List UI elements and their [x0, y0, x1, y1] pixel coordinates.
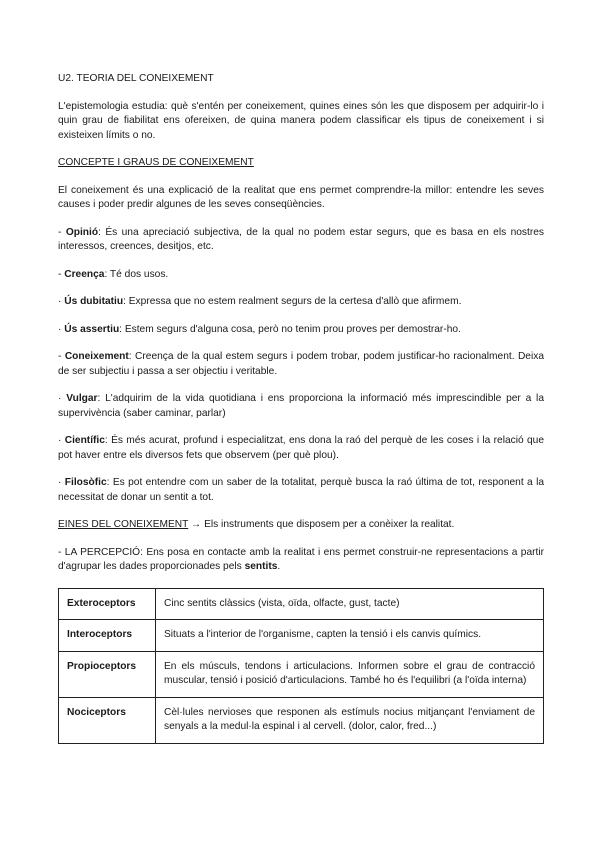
table-row: [59, 697, 544, 743]
term-label: Filosòfic: [64, 477, 107, 488]
term-label: Ús dubitatiu: [64, 296, 124, 307]
table-cell-desc: En els músculs, tendons i articulacions. Informen sobre el grau de contracció muscular, tensió i posició d'articulacions. També ho és l'equilibri (a l'oïda interna): [156, 651, 544, 697]
table-cell-desc: Cinc sentits clàssics (vista, oïda, olfacte, gust, tacte): [156, 588, 544, 620]
table-cell-desc: Cèl·lules nervioses que responen als estímuls nocius mitjançant l'enviament de senyals a la medul·la espinal i al cervell. (dolor, calor, fred...): [156, 697, 544, 743]
term-item: - Coneixement: Creença de la qual estem segurs i podem trobar, podem justificar-ho racionalment. Deixa de ser subjectiu i passa a ser objectiu i veritable.: [58, 351, 544, 377]
table-cell-desc: Situats a l'interior de l'organisme, capten la tensió i els canvis químics.: [156, 620, 544, 652]
term-label: Científic: [64, 435, 105, 446]
term-item: - Creença: Té dos usos.: [58, 268, 169, 280]
table-row: [59, 620, 544, 652]
section-heading-eines: EINES DEL CONEIXEMENT → Els instruments que disposem per a conèixer la realitat.: [58, 519, 455, 530]
table-row: [59, 651, 544, 697]
table-cell-term: Exteroceptors: [59, 588, 156, 620]
section-heading-concepte: CONCEPTE I GRAUS DE CONEIXEMENT: [58, 157, 254, 168]
term-item: · Ús assertiu: Estem segurs d'alguna cosa, però no tenim prou proves per demostrar-ho.: [58, 323, 461, 335]
table-row: [59, 588, 544, 620]
term-item: · Científic: És més acurat, profund i especialitzat, ens dona la raó del perquè de les coses i la relació que pot haver entre els diversos fets que observem (per què plou).: [58, 435, 544, 461]
term-label: Vulgar: [66, 393, 98, 404]
term-label: Creença: [64, 268, 105, 280]
term-label: Coneixement: [64, 351, 129, 362]
table-cell-term: Interoceptors: [59, 620, 156, 652]
receptors-table: [58, 588, 544, 744]
term-item: · Filosòfic: Es pot entendre com un saber de la totalitat, perquè busca la raó última de tot, responent a la necessitat de donar un sentit a tot.: [58, 477, 544, 503]
term-item: · Vulgar: L'adquirim de la vida quotidiana i ens proporciona la informació més imprescindible per a la supervivència (saber caminar, parlar): [58, 393, 544, 419]
perception-paragraph: - LA PERCEPCIÓ: Ens posa en contacte amb la realitat i ens permet construir-ne representacions a partir d'agrupar les dades proporcionades pels sentits.: [58, 546, 544, 572]
term-label: Ús assertiu: [64, 323, 120, 335]
table-cell-term: Propioceptors: [59, 651, 156, 697]
table-cell-term: Nociceptors: [59, 697, 156, 743]
intro-paragraph: L'epistemologia estudia: què s'entén per coneixement, quines eines són les que disposem per adquirir-lo i quin grau de fiabilitat ens ofereixen, de quina manera podem classificar els tipus de coneixement i si existeixen límits o no.: [58, 100, 544, 141]
definition-paragraph: El coneixement és una explicació de la realitat que ens permet comprendre-la millor: entendre les seves causes i poder predir algunes de les seves conseqüències.: [58, 184, 544, 210]
document-title: U2. TEORIA DEL CONEIXEMENT: [58, 73, 214, 84]
term-label: Opinió: [65, 226, 99, 238]
document-page: [58, 72, 544, 744]
term-item: - Opinió: És una apreciació subjectiva, de la qual no podem estar segurs, que es basa en els nostres interessos, creences, desitjos, etc.: [58, 226, 544, 252]
term-item: · Ús dubitatiu: Expressa que no estem realment segurs de la certesa d'allò que afirmem.: [58, 296, 462, 307]
